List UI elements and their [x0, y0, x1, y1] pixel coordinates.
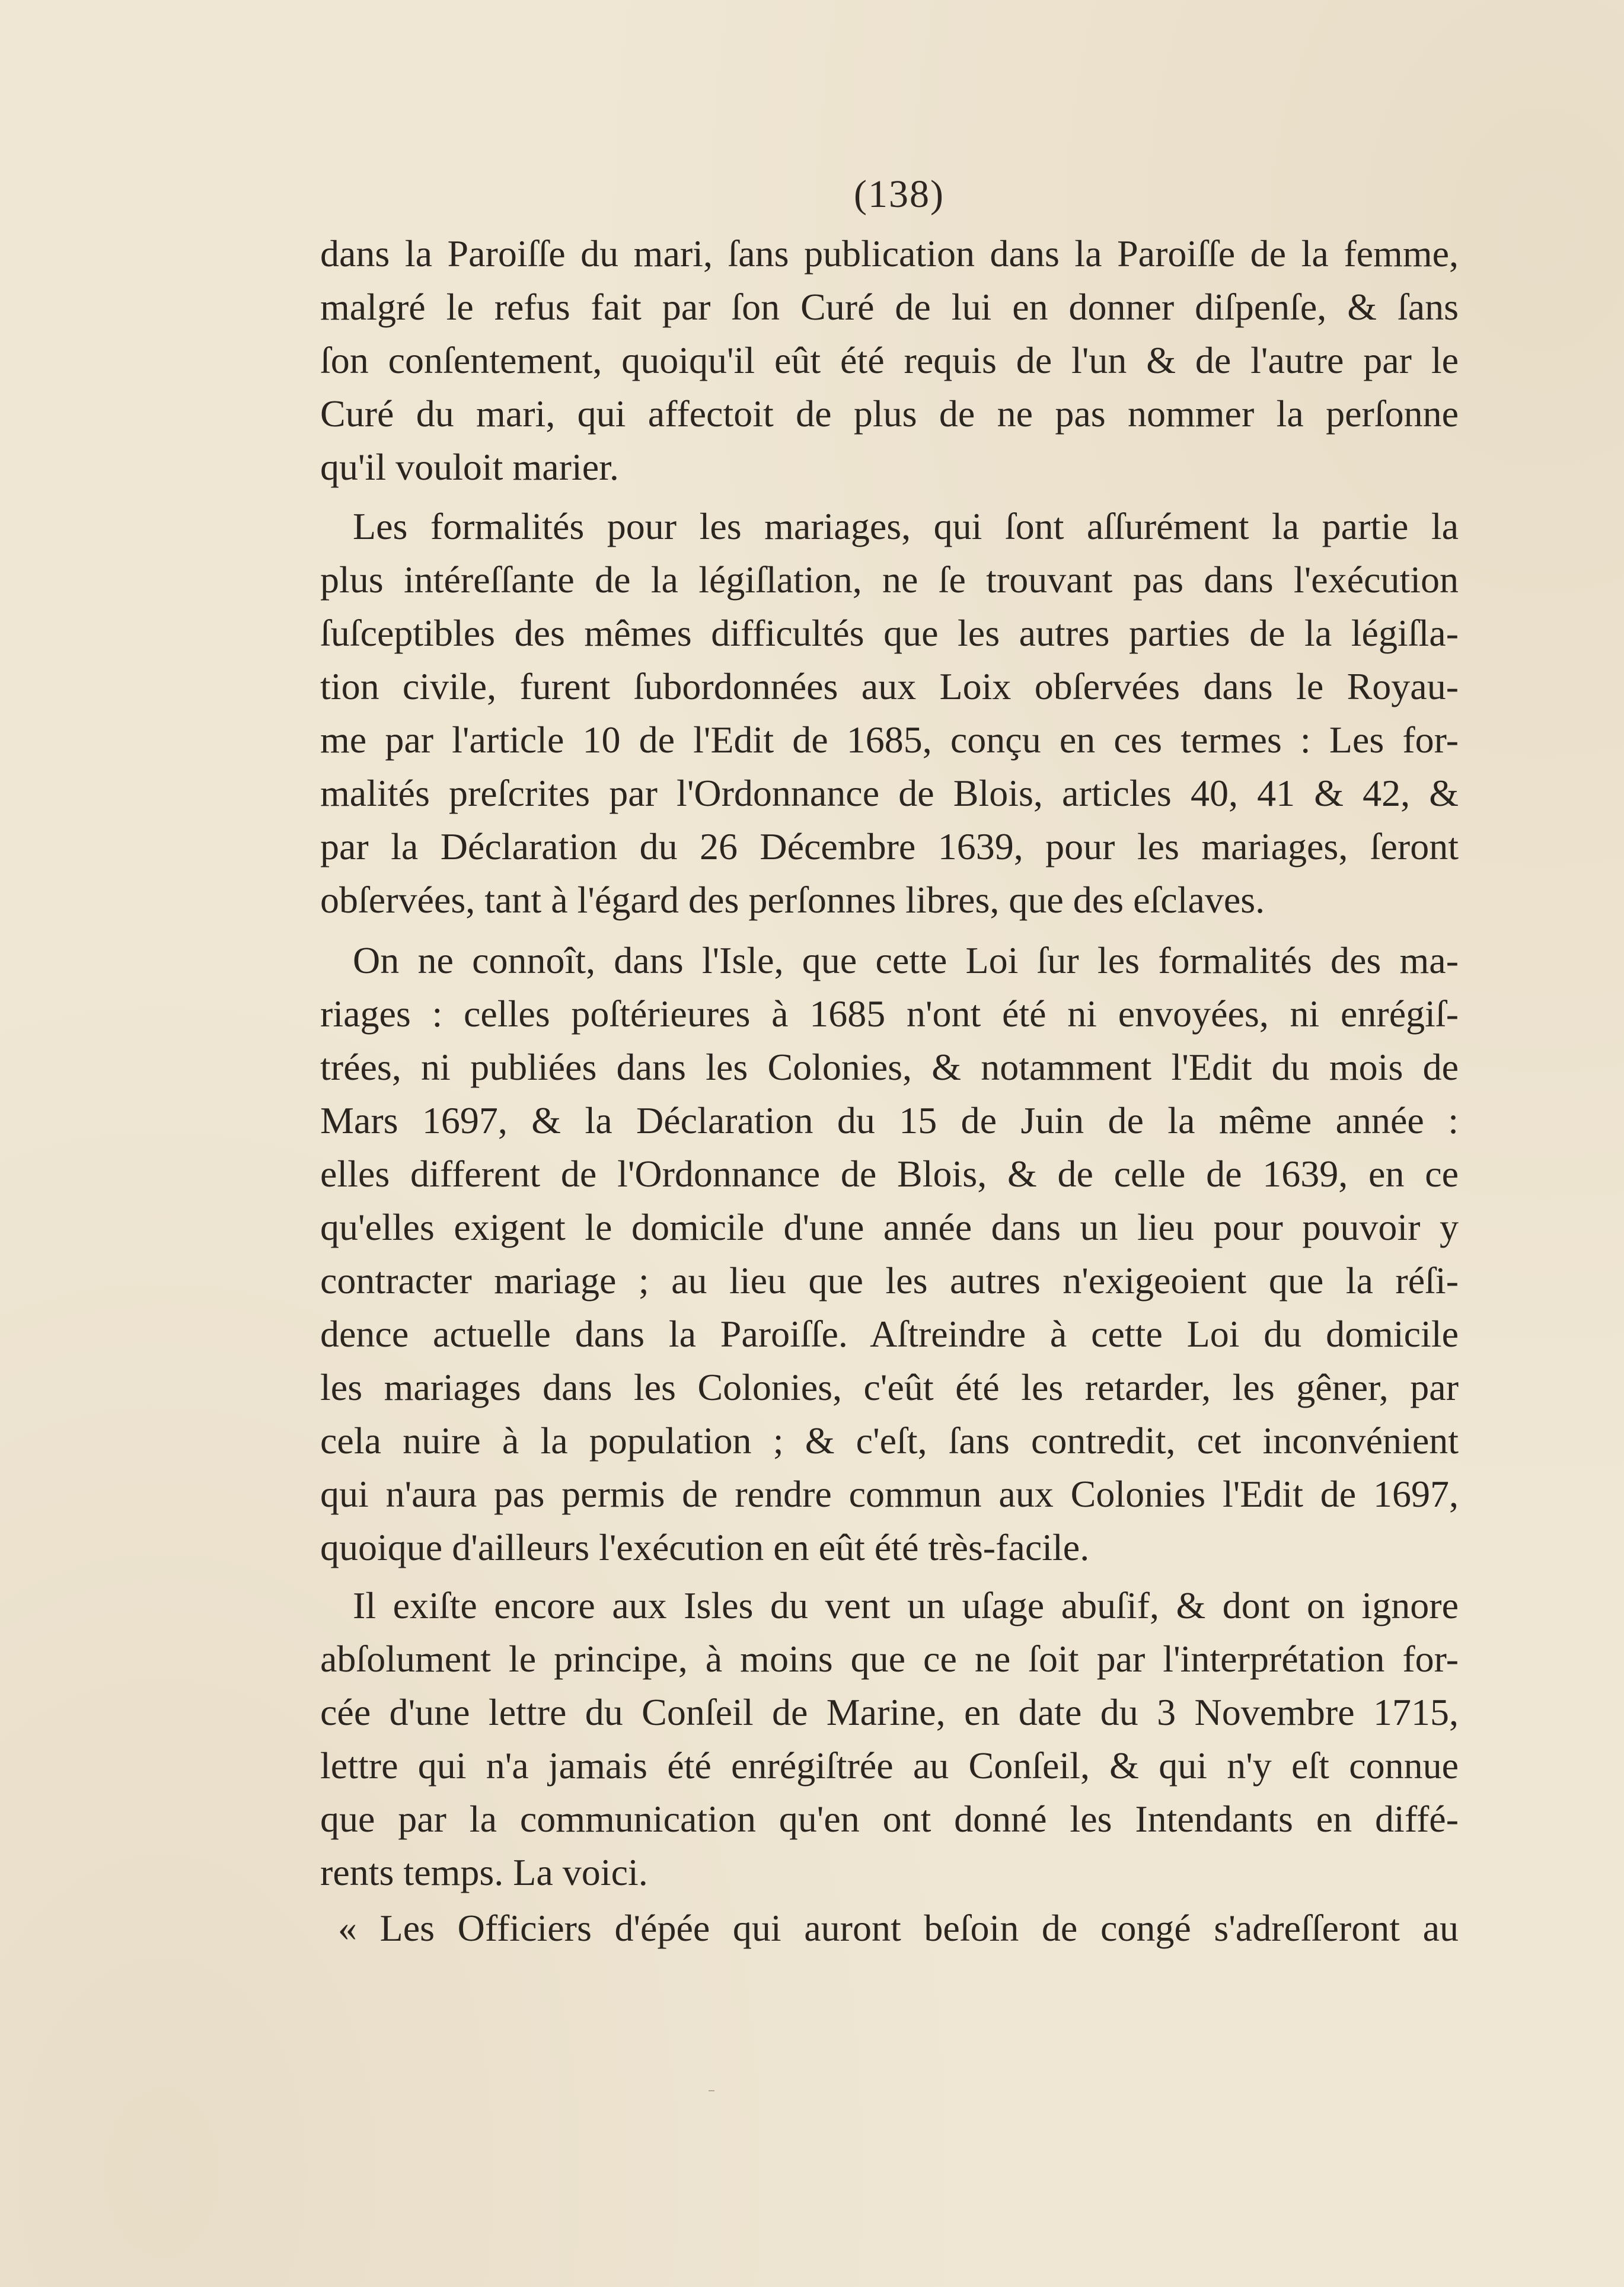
text-line: ſon conſentement, quoiqu'il eût été requis de l'un & de l'autre par le: [320, 339, 1459, 381]
text-line: lettre qui n'a jamais été enrégiſtrée au Conſeil, & qui n'y eſt connue: [320, 1744, 1459, 1787]
text-line: malités preſcrites par l'Ordonnance de Blois, articles 40, 41 & 42, &: [320, 772, 1459, 814]
text-line: cela nuire à la population ; & c'eſt, ſans contredit, cet inconvénient: [320, 1420, 1459, 1462]
text-line: abſolument le principe, à moins que ce ne ſoit par l'interprétation for-: [320, 1638, 1459, 1680]
text-line: malgré le refus fait par ſon Curé de lui en donner diſpenſe, & ſans: [320, 286, 1459, 328]
text-line: que par la communication qu'en ont donné les Intendants en diffé-: [320, 1798, 1459, 1840]
text-line: dence actuelle dans la Paroiſſe. Aſtreindre à cette Loi du domicile: [320, 1313, 1459, 1355]
text-line: riages : celles poſtérieures à 1685 n'ont été ni envoyées, ni enrégiſ-: [320, 993, 1459, 1035]
text-line: qu'elles exigent le domicile d'une année dans un lieu pour pouvoir y: [320, 1206, 1459, 1248]
page-number: (138): [854, 173, 945, 216]
text-line: Curé du mari, qui affectoit de plus de ne pas nommer la perſonne: [320, 393, 1459, 435]
text-line: me par l'article 10 de l'Edit de 1685, conçu en ces termes : Les for-: [320, 719, 1459, 761]
text-line: Les formalités pour les mariages, qui ſont aſſurément la partie la: [353, 505, 1459, 547]
text-line: tion civile, furent ſubordonnées aux Loix obſervées dans le Royau-: [320, 665, 1459, 707]
text-line: par la Déclaration du 26 Décembre 1639, pour les mariages, ſeront: [320, 825, 1459, 867]
text-line: ſuſceptibles des mêmes difficultés que les autres parties de la légiſla-: [320, 612, 1459, 654]
text-line: cée d'une lettre du Conſeil de Marine, en date du 3 Novembre 1715,: [320, 1691, 1459, 1733]
text-line: dans la Paroiſſe du mari, ſans publication dans la Paroiſſe de la femme,: [320, 232, 1459, 275]
text-line: obſervées, tant à l'égard des perſonnes libres, que des eſclaves.: [320, 879, 1265, 921]
text-line: On ne connoît, dans l'Isle, que cette Loi ſur les formalités des ma-: [353, 939, 1459, 981]
text-line: quoique d'ailleurs l'exécution en eût été très-facile.: [320, 1526, 1090, 1568]
text-line: contracter mariage ; au lieu que les autres n'exigeoient que la réſi-: [320, 1259, 1459, 1302]
text-line: plus intéreſſante de la légiſlation, ne ſe trouvant pas dans l'exécution: [320, 559, 1459, 601]
text-line: elles different de l'Ordonnance de Blois, & de celle de 1639, en ce: [320, 1153, 1459, 1195]
text-line: rents temps. La voici.: [320, 1851, 648, 1893]
text-line: Mars 1697, & la Déclaration du 15 de Juin de la même année :: [320, 1099, 1459, 1141]
text-line: « Les Officiers d'épée qui auront beſoin de congé s'adreſſeront au: [338, 1907, 1459, 1949]
text-line: qui n'aura pas permis de rendre commun aux Colonies l'Edit de 1697,: [320, 1473, 1459, 1515]
printer-mark: [709, 2090, 714, 2091]
text-line: qu'il vouloit marier.: [320, 446, 619, 488]
text-line: les mariages dans les Colonies, c'eût été les retarder, les gêner, par: [320, 1366, 1459, 1408]
text-line: trées, ni publiées dans les Colonies, & notamment l'Edit du mois de: [320, 1046, 1459, 1088]
text-line: Il exiſte encore aux Isles du vent un uſage abuſif, & dont on ignore: [353, 1584, 1459, 1626]
